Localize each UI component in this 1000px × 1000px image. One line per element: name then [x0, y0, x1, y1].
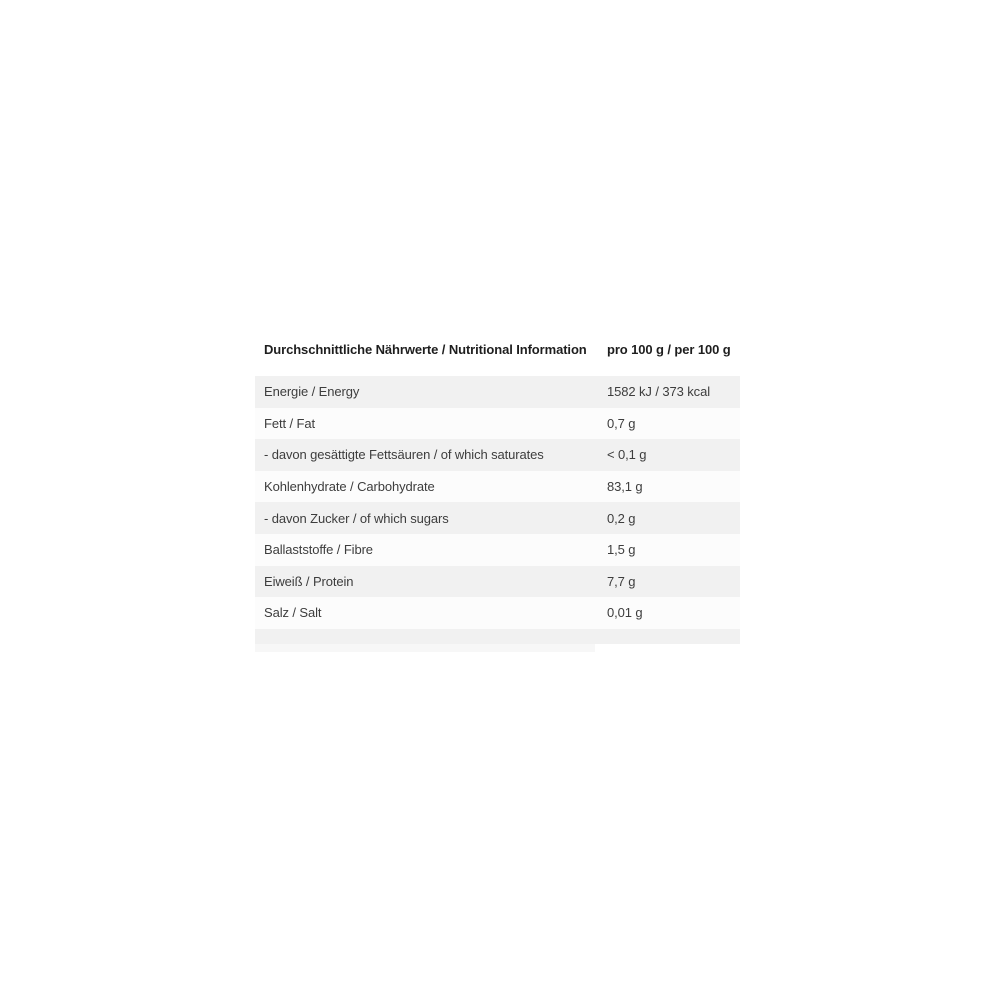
row-value: 0,7 g	[607, 415, 636, 431]
table-row	[255, 439, 740, 471]
row-value: 0,01 g	[607, 605, 643, 621]
row-label: - davon Zucker / of which sugars	[264, 510, 449, 526]
table-row	[255, 566, 740, 598]
row-value: 1582 kJ / 373 kcal	[607, 384, 710, 400]
table-header-label: Durchschnittliche Nährwerte / Nutritional Information	[264, 341, 587, 357]
table-row	[255, 597, 740, 629]
row-label: Fett / Fat	[264, 415, 316, 431]
row-label: Energie / Energy	[264, 384, 360, 400]
row-label: Ballaststoffe / Fibre	[264, 542, 373, 558]
row-value: 7,7 g	[607, 573, 636, 589]
table-row	[255, 376, 740, 408]
row-label: Kohlenhydrate / Carbohydrate	[264, 479, 435, 495]
row-value: 1,5 g	[607, 542, 636, 558]
row-label: - davon gesättigte Fettsäuren / of which saturates	[264, 447, 544, 463]
table-row	[255, 408, 740, 440]
table-row	[255, 471, 740, 503]
truncated-partial-row	[255, 644, 595, 652]
nutrition-table	[255, 336, 740, 652]
table-row	[255, 534, 740, 566]
row-value: 83,1 g	[607, 479, 643, 495]
table-row	[255, 502, 740, 534]
table-header-value: pro 100 g / per 100 g	[607, 341, 731, 357]
table-body	[255, 376, 740, 629]
truncated-empty-row	[255, 629, 740, 644]
row-label: Eiweiß / Protein	[264, 573, 354, 589]
table-header-row	[255, 336, 740, 362]
row-label: Salz / Salt	[264, 605, 322, 621]
row-value: < 0,1 g	[607, 447, 647, 463]
row-value: 0,2 g	[607, 510, 636, 526]
